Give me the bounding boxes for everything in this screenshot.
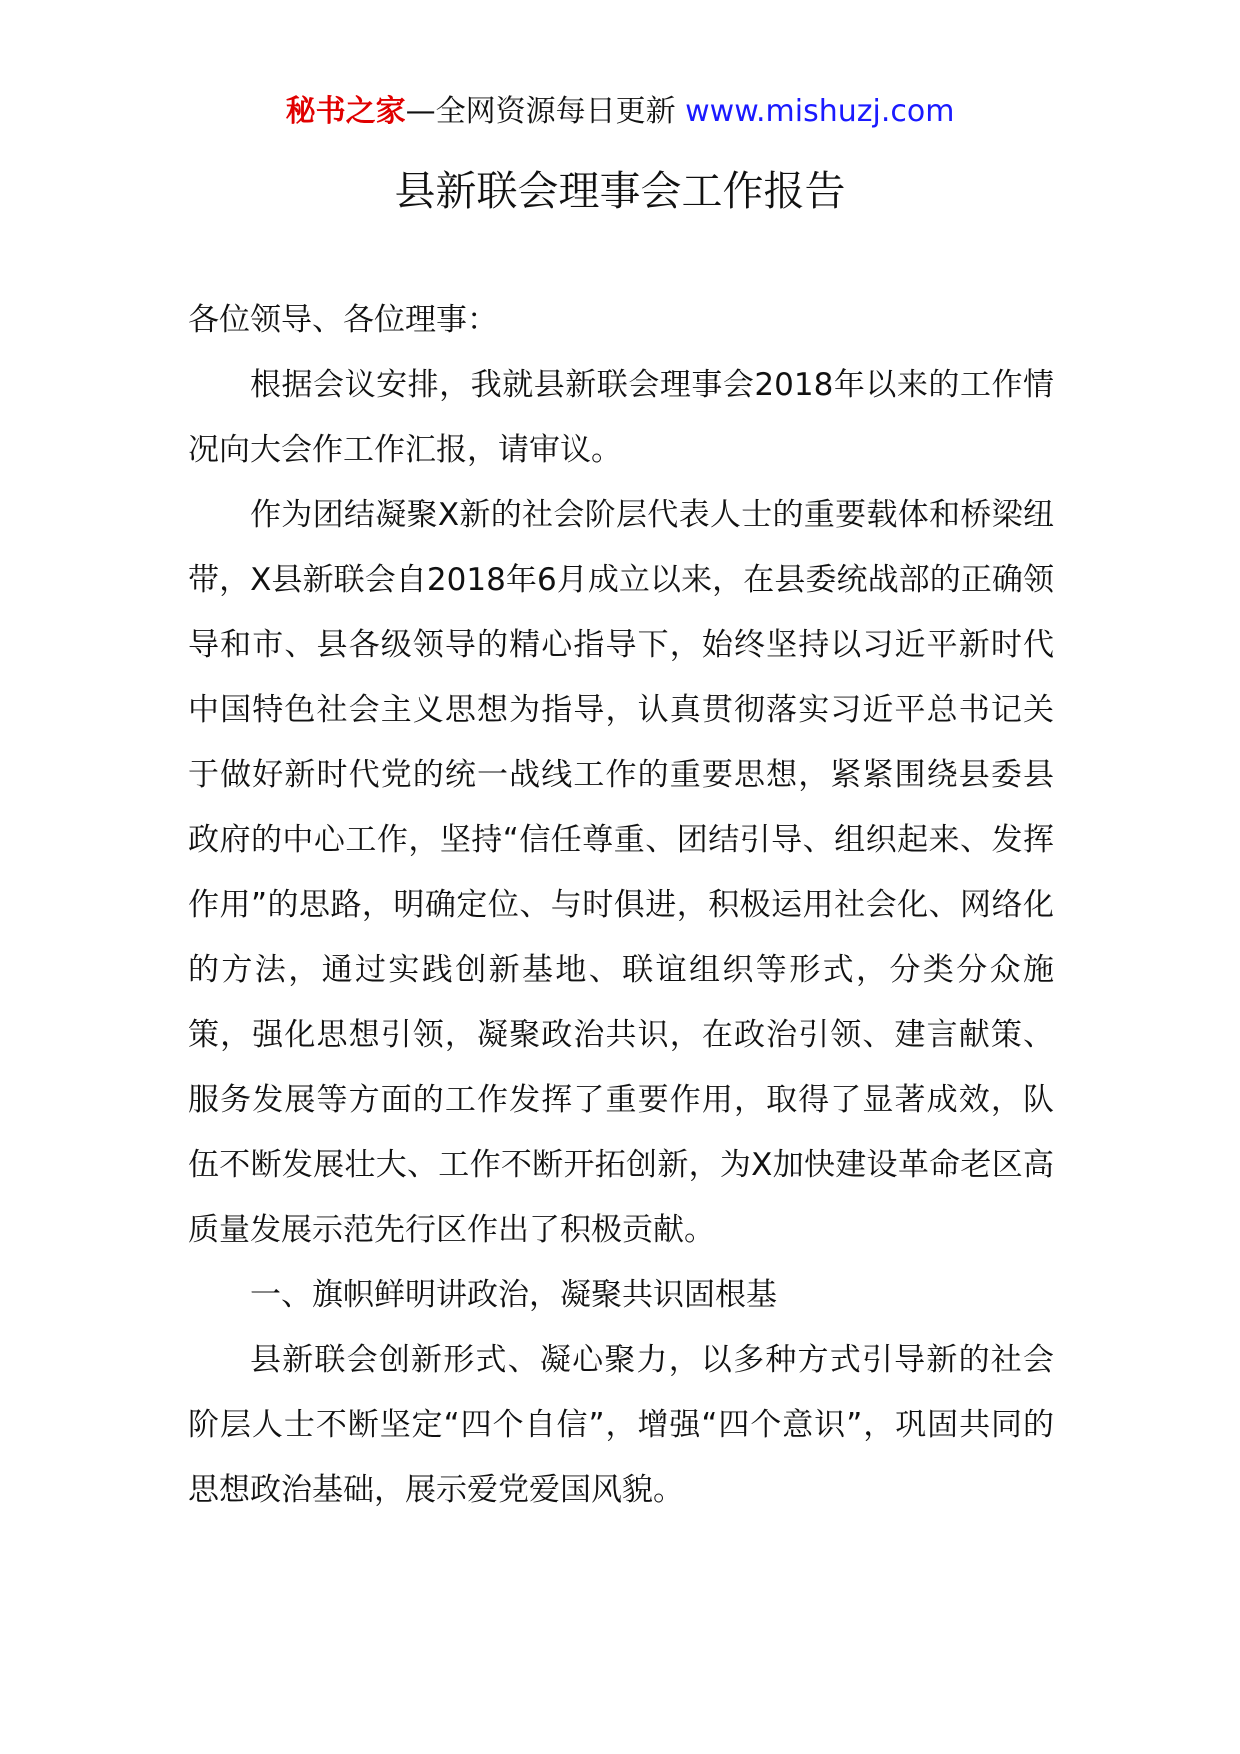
salutation: 各位领导、各位理事： [188, 302, 498, 338]
paragraph-intro: 根据会议安排，我就县新联会理事会2018年以来的工作情况向大会作工作汇报，请审议。 [188, 367, 1054, 468]
section-heading-1: 一、旗帜鲜明讲政治，凝聚共识固根基 [250, 1277, 777, 1313]
paragraph-section-1: 县新联会创新形式、凝心聚力，以多种方式引导新的社会阶层人士不断坚定“四个自信”，增强“四个意识”，巩固共同的思想政治基础，展示爱党爱国风貌。 [188, 1342, 1054, 1508]
paragraph-overview: 作为团结凝聚X新的社会阶层代表人士的重要载体和桥梁纽带，X县新联会自2018年6月成立以来，在县委统战部的正确领导和市、县各级领导的精心指导下，始终坚持以习近平新时代中国特色社会主义思想为指导，认真贯彻落实习近平总书记关于做好新时代党的统一战线工作的重要思想，紧紧围绕县委县政府的中心工作，坚持“信任尊重、团结引导、组织起来、发挥作用”的思路，明确定位、与时俱进，积极运用社会化、网络化的方法，通过实践创新基地、联谊组织等形式，分类分众施策，强化思想引领，凝聚政治共识，在政治引领、建言献策、服务发展等方面的工作发挥了重要作用，取得了显著成效，队伍不断发展壮大、工作不断开拓创新，为X加快建设革命老区高质量发展示范先行区作出了积极贡献。 [188, 497, 1054, 1248]
brand-name: 秘书之家 [285, 94, 406, 129]
watermark-header [0, 92, 1240, 132]
document-body [188, 288, 1054, 1523]
brand-tagline: —全网资源每日更新 [405, 94, 676, 129]
document-title: 县新联会理事会工作报告 [394, 167, 846, 215]
site-url: www.mishuzj.com [685, 94, 955, 129]
